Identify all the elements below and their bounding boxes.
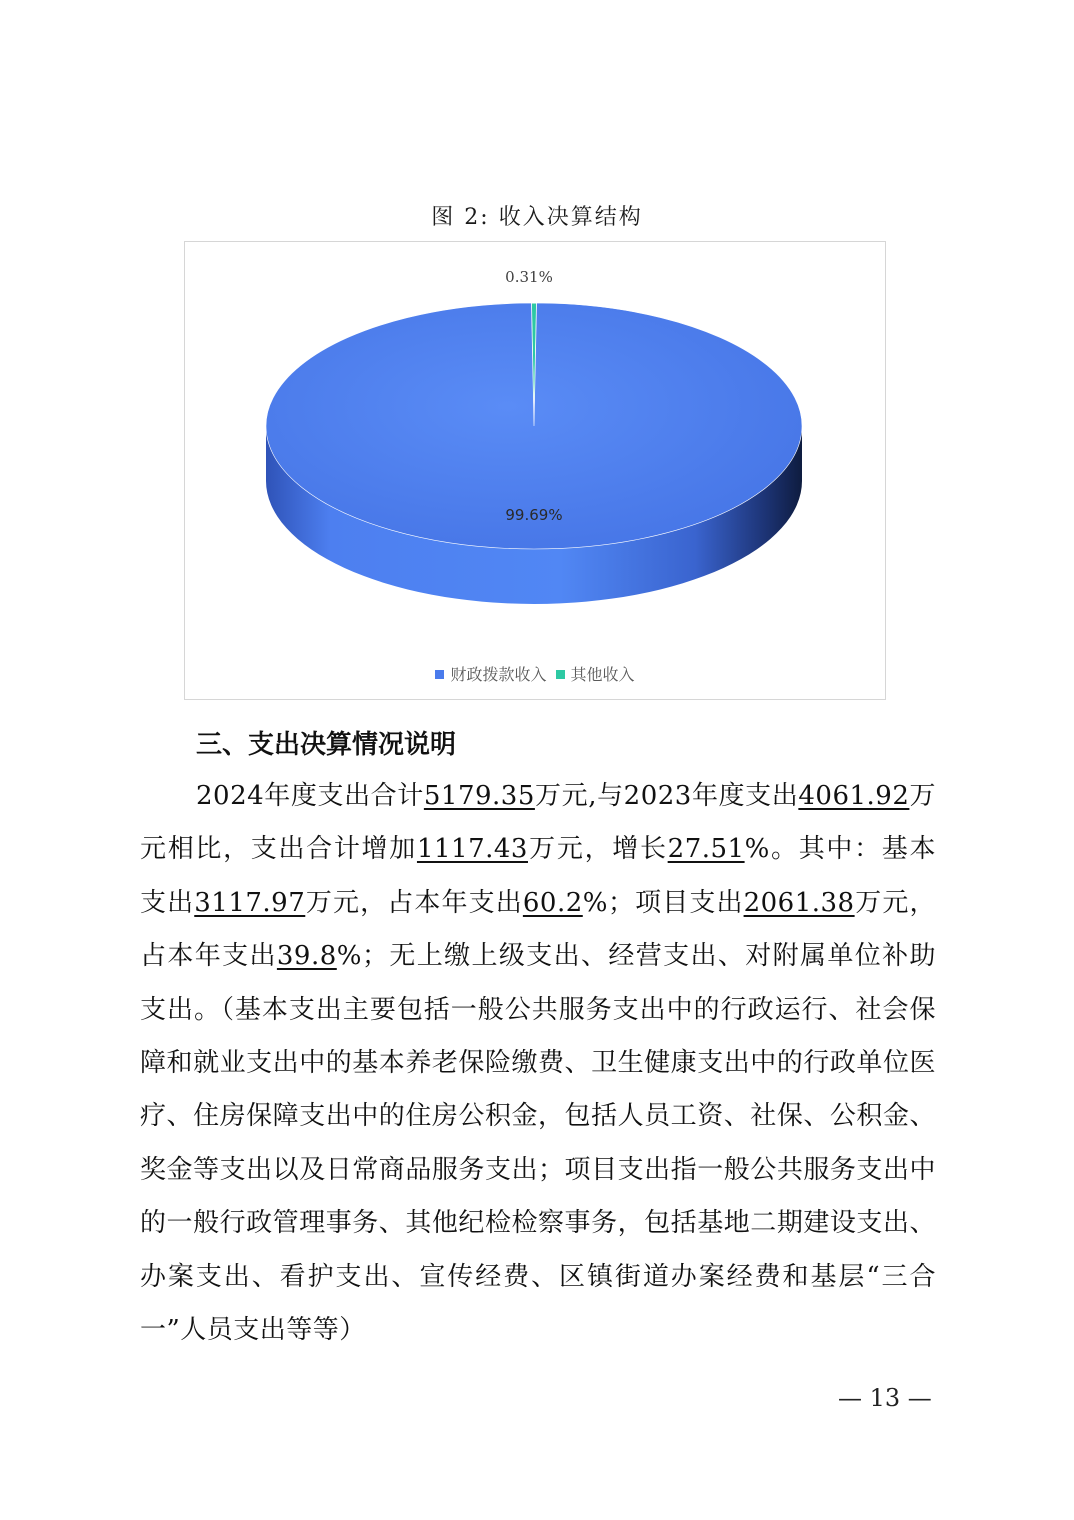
expenditure-paragraph — [140, 770, 936, 1357]
text-segment: 万元相比，支出合计增加 — [140, 781, 936, 865]
basic-expenditure-value: 3117.97 — [194, 887, 306, 918]
project-expenditure-value: 2061.38 — [743, 887, 855, 918]
text-segment: 万元,与2023年度支出 — [534, 781, 799, 811]
text-segment: %。其中：基本支出 — [140, 834, 936, 918]
pie-chart-svg — [185, 242, 887, 701]
total-2023-value: 4061.92 — [798, 781, 910, 811]
total-2024-value: 5179.35 — [423, 781, 535, 811]
figure-caption: 图 2: 收入决算结构 — [431, 205, 643, 230]
data-label-fiscal: 99.69% — [505, 506, 563, 524]
legend-label-fiscal: 财政拨款收入 — [450, 665, 547, 684]
section-heading: 三、支出决算情况说明 — [196, 730, 457, 760]
increase-value: 1117.43 — [416, 834, 528, 865]
project-share-value: 39.8 — [276, 941, 337, 972]
page-number: — 13 — — [838, 1384, 932, 1412]
pie-chart — [184, 241, 886, 700]
text-segment: 万元，占本年支出 — [140, 887, 936, 972]
legend-item-fiscal — [435, 662, 546, 685]
legend-swatch-fiscal — [435, 670, 444, 679]
text-segment: 万元，增长 — [527, 834, 668, 865]
text-segment: %；无上缴上级支出、经营支出、对附属单位补助支出。（基本支出主要包括一般公共服务支出中的行政运行、社会保障和就业支出中的基本养老保险缴费、卫生健康支出中的行政单位医疗、住房保障支出中的住房公积金，包括人员工资、社保、公积金、奖金等支出以及日常商品服务支出；项目支出指一般公共服务支出中的一般行政管理事务、其他纪检检察事务，包括基地二期建设支出、办案支出、看护支出、宣传经费、区镇街道办案经费和基层“三合一”人员支出等等） — [140, 941, 936, 1346]
legend-label-other: 其他收入 — [570, 665, 635, 684]
text-segment: 2024年度支出合计 — [196, 781, 424, 811]
text-segment: 万元，占本年支出 — [305, 887, 523, 918]
chart-legend — [185, 662, 885, 685]
basic-share-value: 60.2 — [522, 887, 583, 918]
legend-swatch-other — [556, 670, 565, 679]
text-segment: %；项目支出 — [582, 887, 744, 918]
legend-item-other — [556, 662, 635, 685]
growth-value: 27.51 — [667, 834, 745, 865]
data-label-other: 0.31% — [505, 268, 553, 286]
